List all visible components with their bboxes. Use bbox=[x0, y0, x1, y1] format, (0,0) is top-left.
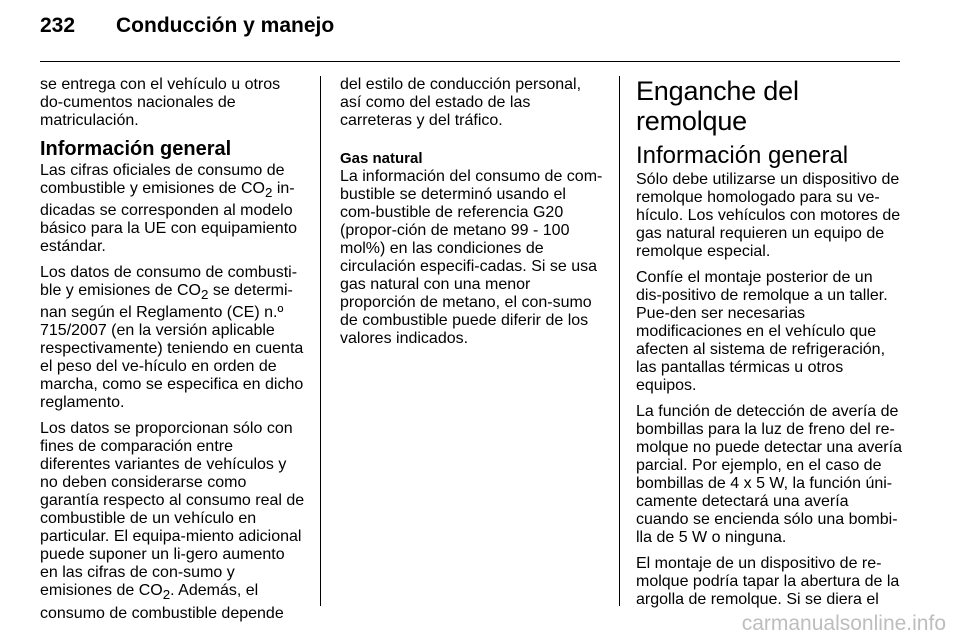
column-divider bbox=[320, 76, 321, 606]
paragraph: Sólo debe utilizarse un dispositivo de remolque homologado para su ve-hículo. Los vehículos con motores de gas natural requieren un equipo de remolque especial. bbox=[636, 171, 901, 260]
paragraph: Las cifras oficiales de consumo de combustible y emisiones de $CO_2$ in-dicadas se corresponden al modelo básico para la UE con equipamiento estándar. bbox=[40, 162, 298, 256]
page-title: Conducción y manejo bbox=[116, 14, 335, 37]
page-number: 232 bbox=[40, 14, 76, 37]
section-heading: Información general bbox=[636, 142, 849, 169]
paragraph: Los datos de consumo de combusti-ble y emisiones de $CO_2$ se determi-nan según el Reglamento (CE) n.º 715/2007 (en la versión aplicable respectivamente) teniendo en cuenta el peso del ve-hículo en orden de marcha, como se especifica en dicho reglamento. bbox=[40, 264, 304, 412]
column-1 bbox=[40, 76, 305, 631]
paragraph: El montaje de un dispositivo de re-molque podría tapar la abertura de la argolla de remolque. Si se diera el bbox=[636, 555, 900, 608]
chapter-title: Enganche del remolque bbox=[636, 76, 799, 136]
paragraph: del estilo de conducción personal, así como del estado de las carreteras y del tráfico. bbox=[340, 76, 582, 129]
section-heading: Información general bbox=[40, 138, 232, 160]
paragraph: La información del consumo de com-bustible se determinó usando el com-bustible de referencia G20 (propor-ción de metano 99 - 100 mol%) en las condiciones de circulación especifi-cadas. Si se usa gas natural con una menor proporción de metano, el con-sumo de combustible puede diferir de los valores indicados. bbox=[340, 168, 603, 347]
paragraph: Confíe el montaje posterior de un dis-positivo de remolque a un taller. Pue-den ser necesarias modificaciones en el vehículo que afecten al sistema de refrigeración, las pantallas térmicas u otros equipos. bbox=[636, 269, 888, 394]
subsection-heading: Gas natural bbox=[340, 150, 423, 167]
paragraph: se entrega con el vehículo u otros do-cumentos nacionales de matriculación. bbox=[40, 76, 281, 129]
page-header bbox=[40, 14, 900, 54]
header-rule bbox=[40, 61, 900, 62]
column-2 bbox=[340, 76, 605, 356]
paragraph: Los datos se proporcionan sólo con fines de comparación entre diferentes variantes de vehículos y no deben considerarse como garantía respecto al consumo real de combustible de un vehículo en particular. El equipa-miento adicional puede suponer un li-gero aumento en las cifras de con-sumo y emisiones de $CO_2$. Además, el consumo de combustible depende bbox=[40, 420, 305, 622]
paragraph: La función de detección de avería de bombillas para la luz de freno del re-molque no puede detectar una avería parcial. Por ejemplo, en el caso de bombillas de 4 x 5 W, la función úni-camente detectará una avería cuando se encienda sólo una bombi-lla de 5 W o ninguna. bbox=[636, 403, 902, 546]
column-divider bbox=[619, 76, 620, 606]
column-3 bbox=[636, 76, 902, 617]
watermark: carmanualsonline.info bbox=[741, 612, 946, 635]
